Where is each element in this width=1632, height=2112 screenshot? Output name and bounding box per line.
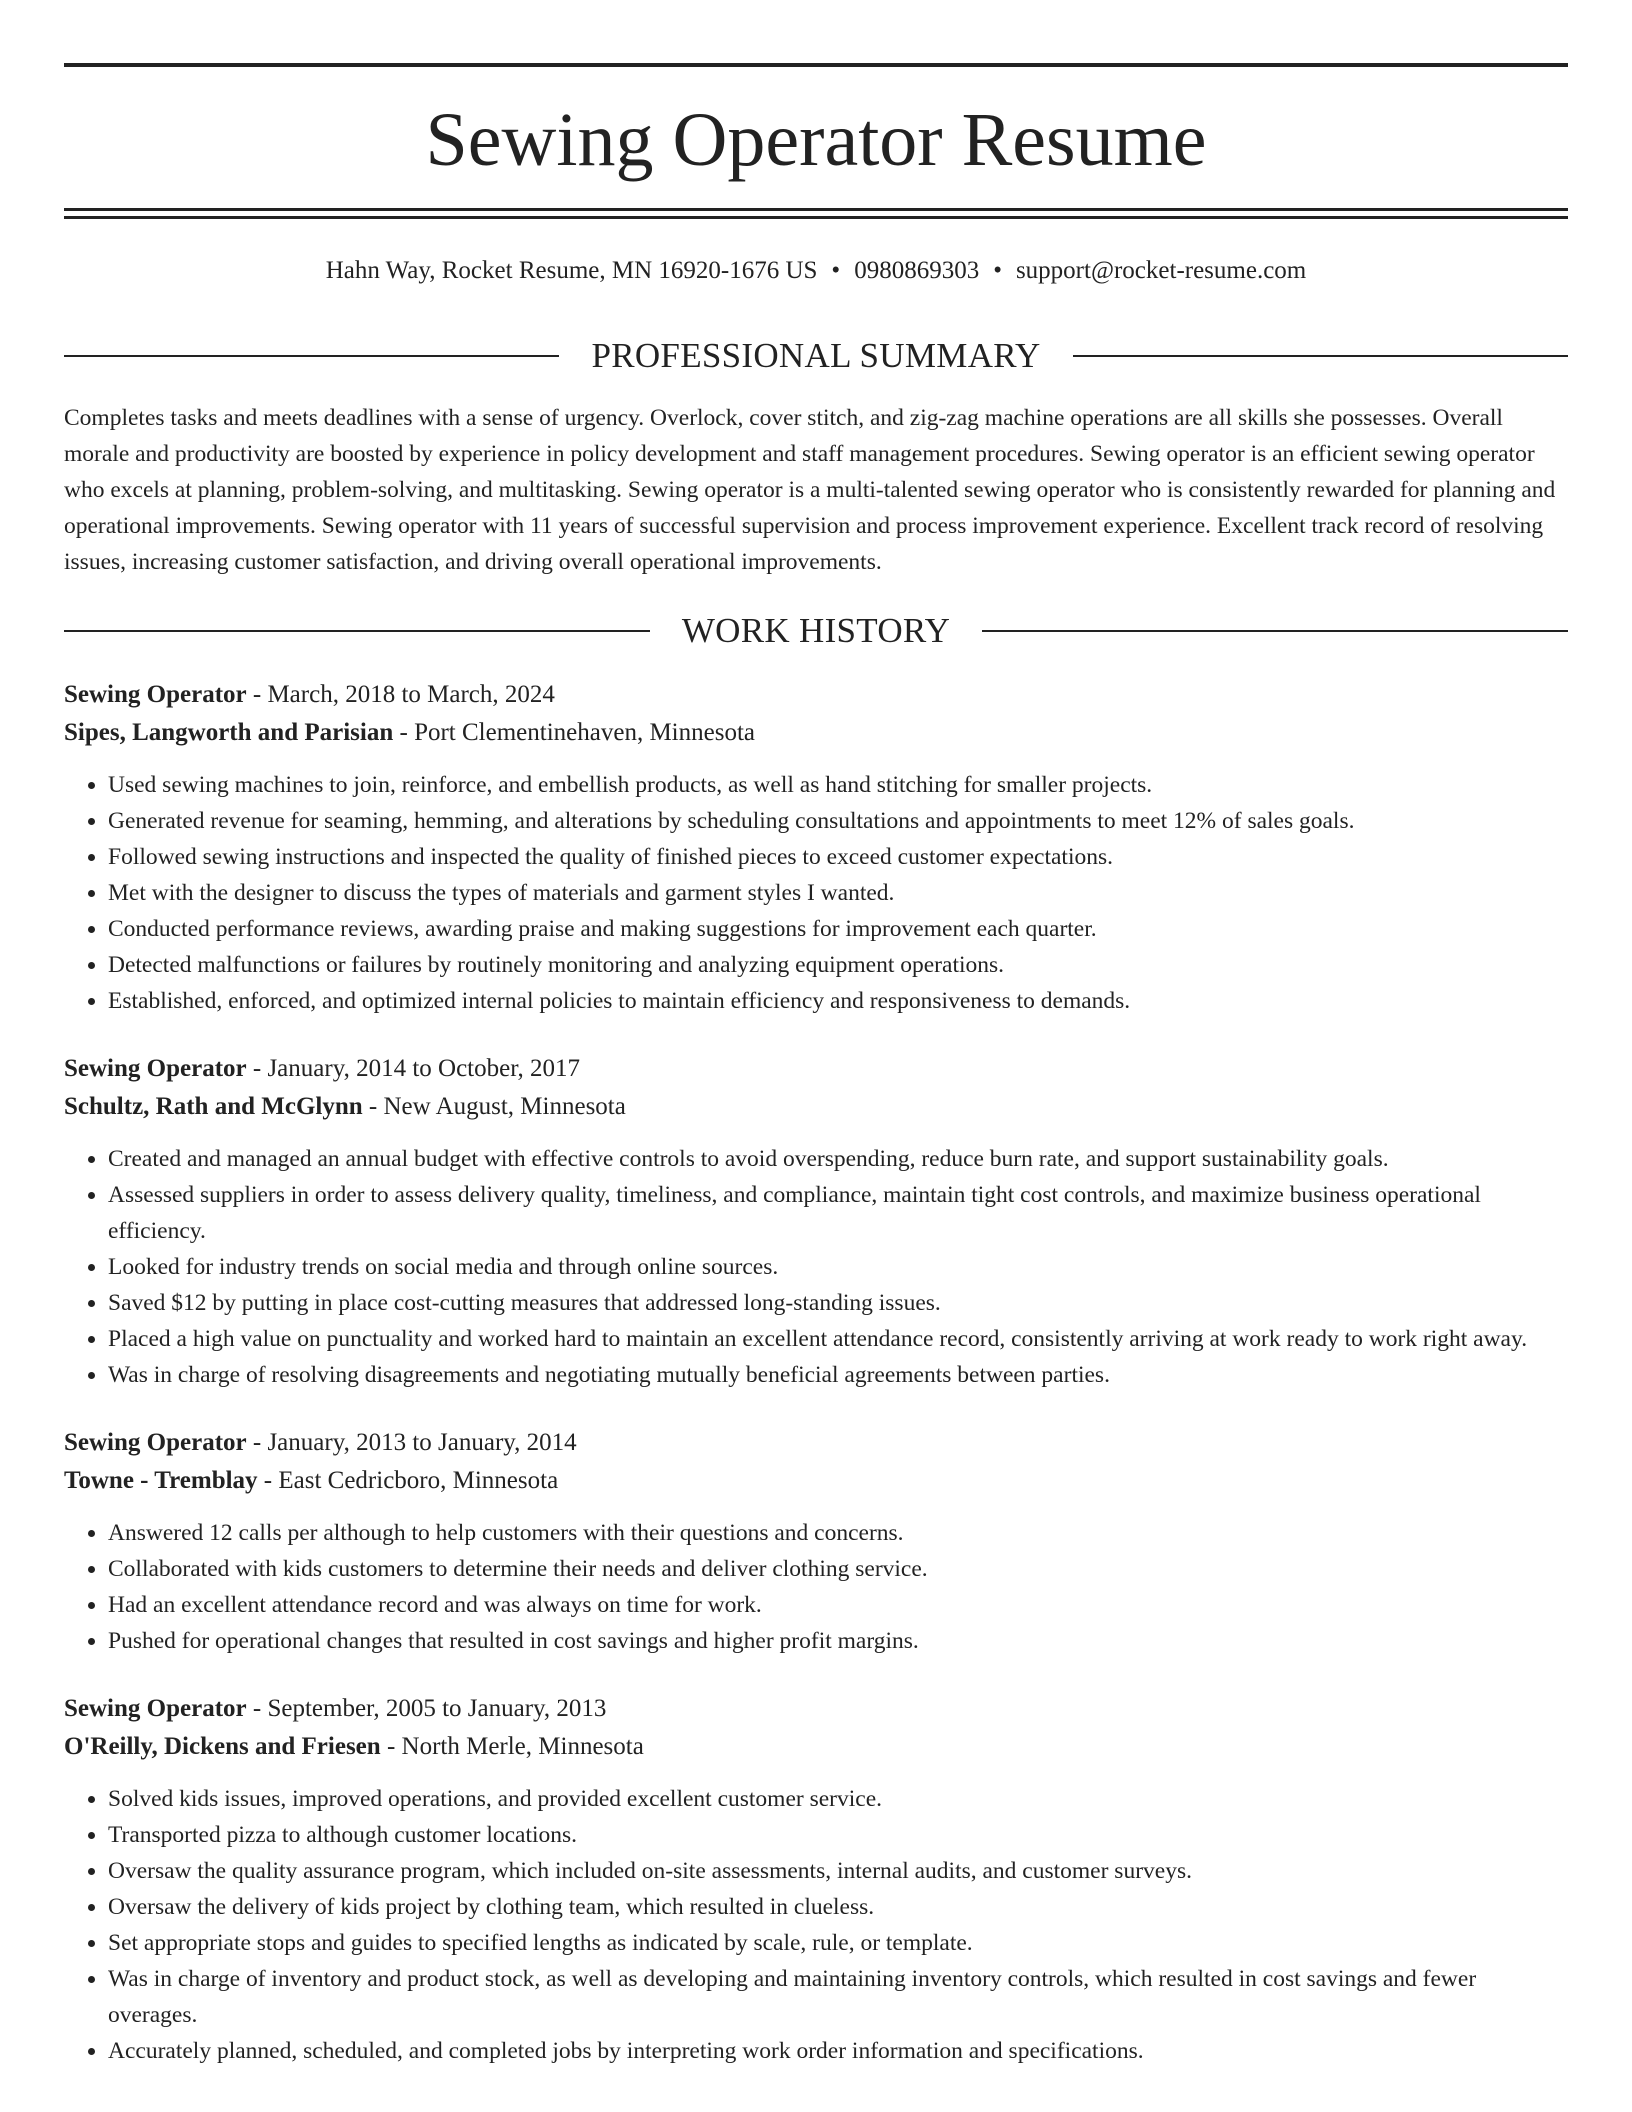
professional-summary-text: Completes tasks and meets deadlines with a sense of urgency. Overlock, cover stitch, and zig-zag machine operations are all skills she possesses. Overall morale and productivity are boosted by experience in policy development and staff management procedures. Sewing operator is an efficient sewing operator who excels at planning, problem-solving, and multitasking. Sewing operator is a multi-talented sewing operator who is consistently rewarded for planning and operational improvements. Sewing operator with 11 years of successful supervision and process improvement experience. Excellent track record of resolving issues, increasing customer satisfaction, and driving overall operational improvements. — [64, 405, 1556, 575]
contact-address: Hahn Way, Rocket Resume, MN 16920-1676 US — [325, 257, 818, 284]
work-section-heading — [64, 609, 1568, 653]
job-company: Towne - Tremblay — [64, 1467, 258, 1494]
job-bullet: • Established, enforced, and optimized internal policies to maintain efficiency and responsiveness to demands. — [108, 983, 1568, 1019]
job-title: Sewing Operator — [64, 1429, 247, 1456]
job-company-line — [64, 1462, 1568, 1500]
job-title-line — [64, 1050, 1568, 1088]
contact-phone: 0980869303 — [854, 257, 980, 284]
job-entry — [64, 1690, 1568, 2069]
job-title: Sewing Operator — [64, 1055, 247, 1082]
contact-email: support@rocket-resume.com — [1015, 257, 1307, 284]
job-title: Sewing Operator — [64, 681, 247, 708]
heading-rule-right — [982, 630, 1568, 632]
job-bullet: • Oversaw the delivery of kids project by clothing team, which resulted in clueless. — [108, 1889, 1568, 1925]
job-bullet: • Created and managed an annual budget with effective controls to avoid overspending, reduce burn rate, and support sustainability goals. — [108, 1141, 1568, 1177]
job-company-line — [64, 1088, 1568, 1126]
job-bullet: • Met with the designer to discuss the types of materials and garment styles I wanted. — [108, 875, 1568, 911]
job-dates: - January, 2014 to October, 2017 — [246, 1055, 581, 1082]
job-bullet: • Set appropriate stops and guides to specified lengths as indicated by scale, rule, or template. — [108, 1925, 1568, 1961]
job-dates: - March, 2018 to March, 2024 — [246, 681, 555, 708]
header-bottom-rule-upper — [64, 208, 1568, 211]
job-bullet: • Collaborated with kids customers to determine their needs and deliver clothing service. — [108, 1551, 1568, 1587]
header-top-rule — [64, 63, 1568, 67]
summary-heading-label: PROFESSIONAL SUMMARY — [591, 336, 1041, 375]
job-company-line — [64, 714, 1568, 752]
job-bullet: • Followed sewing instructions and inspected the quality of finished pieces to exceed customer expectations. — [108, 839, 1568, 875]
job-company: Schultz, Rath and McGlynn — [64, 1093, 363, 1120]
job-location: - North Merle, Minnesota — [380, 1733, 644, 1760]
job-bullet: • Looked for industry trends on social media and through online sources. — [108, 1249, 1568, 1285]
job-bullet: • Accurately planned, scheduled, and completed jobs by interpreting work order information and specifications. — [108, 2033, 1568, 2069]
job-dates: - September, 2005 to January, 2013 — [246, 1695, 607, 1722]
job-company: Sipes, Langworth and Parisian — [64, 719, 394, 746]
contact-separator: • — [831, 257, 841, 284]
job-bullet: • Detected malfunctions or failures by routinely monitoring and analyzing equipment operations. — [108, 947, 1568, 983]
job-entry — [64, 676, 1568, 1019]
job-bullet: • Assessed suppliers in order to assess delivery quality, timeliness, and compliance, maintain tight cost controls, and maximize business operational efficiency. — [108, 1177, 1568, 1249]
job-company: O'Reilly, Dickens and Friesen — [64, 1733, 381, 1760]
job-entry — [64, 1050, 1568, 1393]
job-title-line — [64, 1690, 1568, 1728]
job-location: - East Cedricboro, Minnesota — [257, 1467, 559, 1494]
contact-line — [64, 254, 1568, 288]
heading-rule-left — [64, 355, 559, 357]
header-bottom-rule-lower — [64, 216, 1568, 219]
job-bullet: • Answered 12 calls per although to help customers with their questions and concerns. — [108, 1515, 1568, 1551]
job-entry — [64, 1424, 1568, 1659]
job-bullet-list — [64, 1141, 1568, 1393]
job-location: - Port Clementinehaven, Minnesota — [393, 719, 755, 746]
job-bullet: • Oversaw the quality assurance program, which included on-site assessments, internal audits, and customer surveys. — [108, 1853, 1568, 1889]
work-heading-label: WORK HISTORY — [681, 611, 951, 650]
job-bullet-list — [64, 1781, 1568, 2069]
job-bullet: • Was in charge of inventory and product stock, as well as developing and maintaining inventory controls, which resulted in cost savings and fewer overages. — [108, 1961, 1568, 2033]
job-company-line — [64, 1728, 1568, 1766]
job-bullet: • Used sewing machines to join, reinforce, and embellish products, as well as hand stitching for smaller projects. — [108, 767, 1568, 803]
job-bullet-list — [64, 1515, 1568, 1659]
job-bullet: • Pushed for operational changes that resulted in cost savings and higher profit margins. — [108, 1623, 1568, 1659]
job-bullet: • Conducted performance reviews, awarding praise and making suggestions for improvement each quarter. — [108, 911, 1568, 947]
job-bullet: • Was in charge of resolving disagreements and negotiating mutually beneficial agreements between parties. — [108, 1357, 1568, 1393]
work-history-list — [64, 676, 1568, 2100]
job-title-line — [64, 1424, 1568, 1462]
contact-separator: • — [993, 257, 1002, 284]
job-bullet: • Transported pizza to although customer locations. — [108, 1817, 1568, 1853]
page-title: Sewing Operator Resume — [425, 98, 1207, 182]
job-bullet: • Had an excellent attendance record and was always on time for work. — [108, 1587, 1568, 1623]
job-bullet-list — [64, 767, 1568, 1019]
job-bullet: • Saved $12 by putting in place cost-cutting measures that addressed long-standing issues. — [108, 1285, 1568, 1321]
job-bullet: • Placed a high value on punctuality and worked hard to maintain an excellent attendance record, consistently arriving at work ready to work right away. — [108, 1321, 1568, 1357]
job-title-line — [64, 676, 1568, 714]
job-location: - New August, Minnesota — [362, 1093, 626, 1120]
job-bullet: • Solved kids issues, improved operations, and provided excellent customer service. — [108, 1781, 1568, 1817]
summary-section-heading — [64, 334, 1568, 378]
job-bullet: • Generated revenue for seaming, hemming, and alterations by scheduling consultations and appointments to meet 12% of sales goals. — [108, 803, 1568, 839]
heading-rule-right — [1073, 355, 1568, 357]
heading-rule-left — [64, 630, 650, 632]
job-dates: - January, 2013 to January, 2014 — [246, 1429, 577, 1456]
job-title: Sewing Operator — [64, 1695, 247, 1722]
